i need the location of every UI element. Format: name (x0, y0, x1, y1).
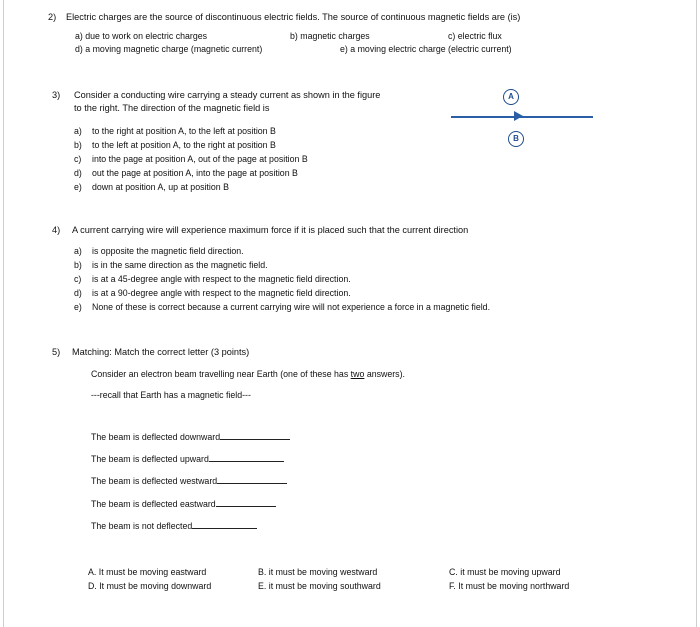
answer-choice-e: E. it must be moving southward (258, 581, 381, 591)
question-text-line-2: to the right. The direction of the magnetic field is (74, 103, 270, 113)
matching-statement: The beam is deflected eastward (91, 497, 276, 509)
option-text: None of these is correct because a current carrying wire will not experience a force in a magnetic field. (92, 302, 491, 312)
current-arrow-icon (514, 111, 523, 121)
matching-statement: The beam is deflected westward (91, 474, 287, 486)
option-text: down at position A, up at position B (92, 182, 229, 192)
question-number: 4) (52, 225, 61, 235)
question-title: Matching: Match the correct letter (3 points) (72, 347, 250, 357)
answer-blank[interactable] (220, 430, 290, 440)
answer-choice-b: B. it must be moving westward (258, 567, 378, 577)
recall-note: ---recall that Earth has a magnetic field--- (91, 390, 251, 400)
question-number: 5) (52, 347, 61, 357)
intro-text-end: answers). (364, 369, 405, 379)
option-text: is at a 45-degree angle with respect to the magnetic field direction. (92, 274, 351, 284)
option-letter: c) (74, 154, 82, 164)
page-border-left (3, 0, 4, 627)
option-letter: a) (74, 246, 82, 256)
matching-statement: The beam is deflected downward (91, 430, 290, 442)
answer-choice-c: C. it must be moving upward (449, 567, 561, 577)
question-number: 2) (48, 12, 57, 22)
question-text: Electric charges are the source of discontinuous electric fields. The source of continuous magnetic fields are (is) (66, 12, 521, 22)
option-text: to the left at position A, to the right at position B (92, 140, 276, 150)
intro-text: Consider an electron beam travelling near Earth (one of these has (91, 369, 351, 379)
answer-blank[interactable] (216, 497, 276, 507)
option-text: to the right at position A, to the left at position B (92, 126, 276, 136)
option-letter: c) (74, 274, 82, 284)
option-letter: e) (74, 182, 82, 192)
option-e: e) a moving electric charge (electric current) (340, 44, 512, 54)
matching-statement: The beam is not deflected (91, 519, 257, 531)
option-b: b) magnetic charges (290, 31, 370, 41)
option-letter: d) (74, 168, 82, 178)
option-d: d) a moving magnetic charge (magnetic current) (75, 44, 263, 54)
matching-statement: The beam is deflected upward (91, 452, 284, 464)
question-intro (91, 369, 405, 379)
answer-blank[interactable] (192, 519, 257, 529)
answer-choice-d: D. It must be moving downward (88, 581, 212, 591)
option-letter: d) (74, 288, 82, 298)
question-text: A current carrying wire will experience maximum force if it is placed such that the current direction (72, 225, 469, 235)
answer-choice-f: F. It must be moving northward (449, 581, 570, 591)
position-a-marker: A (503, 89, 519, 105)
option-a: a) due to work on electric charges (75, 31, 208, 41)
option-text: is in the same direction as the magnetic field. (92, 260, 268, 270)
answer-choice-a: A. It must be moving eastward (88, 567, 207, 577)
position-b-marker: B (508, 131, 524, 147)
option-text: into the page at position A, out of the page at position B (92, 154, 308, 164)
option-letter: b) (74, 140, 82, 150)
option-c: c) electric flux (448, 31, 502, 41)
page-border-right (696, 0, 697, 627)
answer-blank[interactable] (209, 452, 284, 462)
intro-underlined-word: two (350, 369, 365, 379)
answer-blank[interactable] (217, 474, 287, 484)
question-number: 3) (52, 90, 61, 100)
question-text-line-1: Consider a conducting wire carrying a steady current as shown in the figure (74, 90, 381, 100)
option-letter: e) (74, 302, 82, 312)
option-text: is opposite the magnetic field direction. (92, 246, 244, 256)
option-text: out the page at position A, into the page at position B (92, 168, 298, 178)
option-letter: b) (74, 260, 82, 270)
option-letter: a) (74, 126, 82, 136)
option-text: is at a 90-degree angle with respect to the magnetic field direction. (92, 288, 351, 298)
